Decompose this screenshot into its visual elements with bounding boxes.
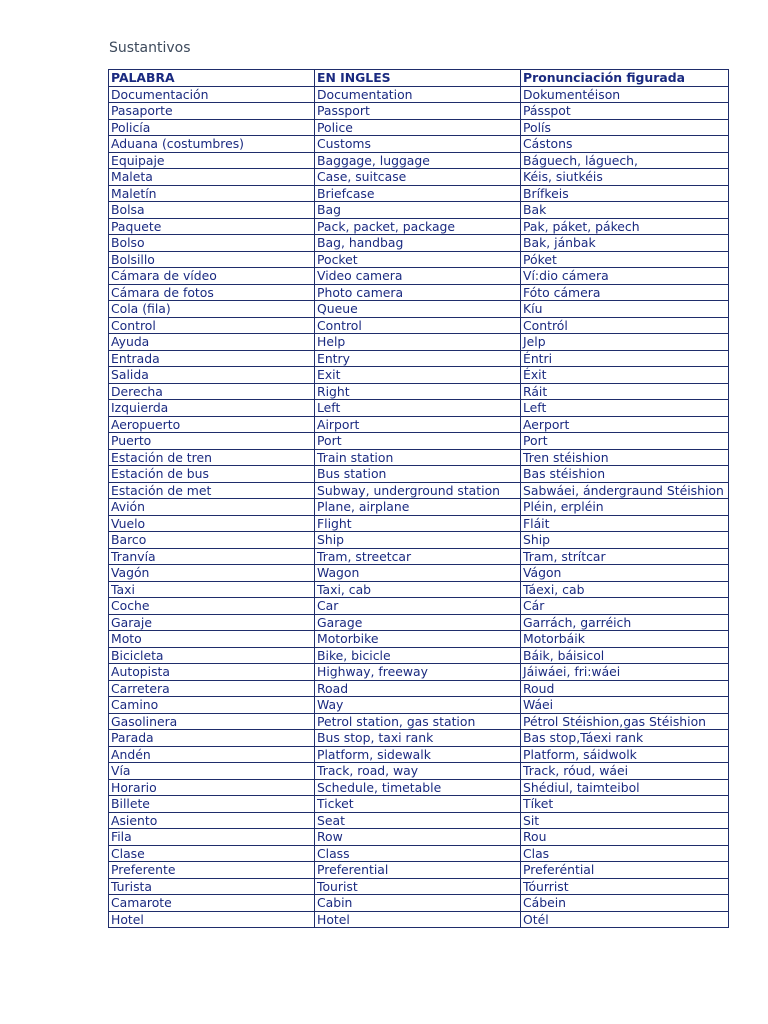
table-row bbox=[109, 499, 729, 516]
cell-palabra: Izquierda bbox=[109, 400, 315, 417]
cell-palabra: Cola (fila) bbox=[109, 301, 315, 318]
cell-pronunciacion: Kíu bbox=[521, 301, 729, 318]
cell-en-ingles: Documentation bbox=[315, 86, 521, 103]
cell-palabra: Aeropuerto bbox=[109, 416, 315, 433]
vocabulary-table bbox=[108, 69, 729, 928]
cell-pronunciacion: Roud bbox=[521, 680, 729, 697]
cell-palabra: Salida bbox=[109, 367, 315, 384]
cell-pronunciacion: Póket bbox=[521, 251, 729, 268]
table-row bbox=[109, 169, 729, 186]
cell-pronunciacion: Clas bbox=[521, 845, 729, 862]
cell-palabra: Maleta bbox=[109, 169, 315, 186]
cell-pronunciacion: Éntri bbox=[521, 350, 729, 367]
cell-pronunciacion: Port bbox=[521, 433, 729, 450]
table-row bbox=[109, 466, 729, 483]
table-row bbox=[109, 911, 729, 928]
cell-pronunciacion: Fláit bbox=[521, 515, 729, 532]
cell-en-ingles: Pocket bbox=[315, 251, 521, 268]
cell-en-ingles: Car bbox=[315, 598, 521, 615]
header-palabra: PALABRA bbox=[109, 70, 315, 87]
cell-en-ingles: Taxi, cab bbox=[315, 581, 521, 598]
cell-pronunciacion: Contról bbox=[521, 317, 729, 334]
table-row bbox=[109, 862, 729, 879]
cell-en-ingles: Cabin bbox=[315, 895, 521, 912]
table-row bbox=[109, 400, 729, 417]
header-en-ingles: EN INGLES bbox=[315, 70, 521, 87]
cell-en-ingles: Baggage, luggage bbox=[315, 152, 521, 169]
table-row bbox=[109, 482, 729, 499]
cell-pronunciacion: Platform, sáidwolk bbox=[521, 746, 729, 763]
cell-en-ingles: Flight bbox=[315, 515, 521, 532]
cell-en-ingles: Help bbox=[315, 334, 521, 351]
cell-pronunciacion: Wáei bbox=[521, 697, 729, 714]
cell-palabra: Policía bbox=[109, 119, 315, 136]
table-row bbox=[109, 218, 729, 235]
cell-en-ingles: Highway, freeway bbox=[315, 664, 521, 681]
cell-pronunciacion: Tóurrist bbox=[521, 878, 729, 895]
cell-palabra: Vía bbox=[109, 763, 315, 780]
cell-pronunciacion: Pásspot bbox=[521, 103, 729, 120]
cell-en-ingles: Class bbox=[315, 845, 521, 862]
cell-en-ingles: Way bbox=[315, 697, 521, 714]
table-row bbox=[109, 565, 729, 582]
table-row bbox=[109, 251, 729, 268]
cell-palabra: Autopista bbox=[109, 664, 315, 681]
cell-pronunciacion: Tren stéishion bbox=[521, 449, 729, 466]
cell-pronunciacion: Brífkeis bbox=[521, 185, 729, 202]
cell-pronunciacion: Kéis, siutkéis bbox=[521, 169, 729, 186]
cell-palabra: Derecha bbox=[109, 383, 315, 400]
cell-pronunciacion: Garrách, garréich bbox=[521, 614, 729, 631]
cell-en-ingles: Right bbox=[315, 383, 521, 400]
cell-palabra: Fila bbox=[109, 829, 315, 846]
cell-pronunciacion: Báguech, láguech, bbox=[521, 152, 729, 169]
table-row bbox=[109, 301, 729, 318]
cell-pronunciacion: Preferéntial bbox=[521, 862, 729, 879]
table-row bbox=[109, 152, 729, 169]
cell-en-ingles: Schedule, timetable bbox=[315, 779, 521, 796]
cell-palabra: Parada bbox=[109, 730, 315, 747]
cell-palabra: Taxi bbox=[109, 581, 315, 598]
cell-palabra: Estación de tren bbox=[109, 449, 315, 466]
cell-palabra: Cámara de vídeo bbox=[109, 268, 315, 285]
table-row bbox=[109, 779, 729, 796]
cell-en-ingles: Seat bbox=[315, 812, 521, 829]
table-row bbox=[109, 845, 729, 862]
cell-pronunciacion: Tram, strítcar bbox=[521, 548, 729, 565]
cell-en-ingles: Port bbox=[315, 433, 521, 450]
table-row bbox=[109, 796, 729, 813]
table-row bbox=[109, 367, 729, 384]
cell-palabra: Andén bbox=[109, 746, 315, 763]
cell-pronunciacion: Pak, páket, pákech bbox=[521, 218, 729, 235]
cell-en-ingles: Bag bbox=[315, 202, 521, 219]
cell-palabra: Vuelo bbox=[109, 515, 315, 532]
cell-palabra: Control bbox=[109, 317, 315, 334]
cell-pronunciacion: Ví:dio cámera bbox=[521, 268, 729, 285]
cell-pronunciacion: Ráit bbox=[521, 383, 729, 400]
cell-palabra: Gasolinera bbox=[109, 713, 315, 730]
cell-en-ingles: Bus stop, taxi rank bbox=[315, 730, 521, 747]
cell-pronunciacion: Fóto cámera bbox=[521, 284, 729, 301]
cell-en-ingles: Preferential bbox=[315, 862, 521, 879]
cell-pronunciacion: Motorbáik bbox=[521, 631, 729, 648]
table-row bbox=[109, 515, 729, 532]
table-row bbox=[109, 350, 729, 367]
table-row bbox=[109, 334, 729, 351]
cell-palabra: Equipaje bbox=[109, 152, 315, 169]
cell-en-ingles: Video camera bbox=[315, 268, 521, 285]
cell-pronunciacion: Pléin, erpléin bbox=[521, 499, 729, 516]
cell-palabra: Estación de met bbox=[109, 482, 315, 499]
cell-palabra: Turista bbox=[109, 878, 315, 895]
cell-pronunciacion: Jelp bbox=[521, 334, 729, 351]
cell-pronunciacion: Polís bbox=[521, 119, 729, 136]
cell-palabra: Garaje bbox=[109, 614, 315, 631]
cell-palabra: Tranvía bbox=[109, 548, 315, 565]
table-row bbox=[109, 598, 729, 615]
cell-en-ingles: Queue bbox=[315, 301, 521, 318]
cell-pronunciacion: Cástons bbox=[521, 136, 729, 153]
table-row bbox=[109, 697, 729, 714]
cell-pronunciacion: Bas stéishion bbox=[521, 466, 729, 483]
table-row bbox=[109, 202, 729, 219]
cell-palabra: Paquete bbox=[109, 218, 315, 235]
table-row bbox=[109, 185, 729, 202]
cell-en-ingles: Left bbox=[315, 400, 521, 417]
cell-pronunciacion: Shédiul, taimteibol bbox=[521, 779, 729, 796]
cell-en-ingles: Pack, packet, package bbox=[315, 218, 521, 235]
table-row bbox=[109, 86, 729, 103]
table-row bbox=[109, 119, 729, 136]
cell-palabra: Carretera bbox=[109, 680, 315, 697]
cell-pronunciacion: Left bbox=[521, 400, 729, 417]
cell-en-ingles: Bag, handbag bbox=[315, 235, 521, 252]
cell-pronunciacion: Báik, báisicol bbox=[521, 647, 729, 664]
cell-palabra: Camarote bbox=[109, 895, 315, 912]
cell-en-ingles: Entry bbox=[315, 350, 521, 367]
cell-pronunciacion: Táexi, cab bbox=[521, 581, 729, 598]
cell-en-ingles: Bus station bbox=[315, 466, 521, 483]
cell-palabra: Hotel bbox=[109, 911, 315, 928]
cell-pronunciacion: Bak, jánbak bbox=[521, 235, 729, 252]
cell-palabra: Vagón bbox=[109, 565, 315, 582]
cell-palabra: Asiento bbox=[109, 812, 315, 829]
cell-en-ingles: Platform, sidewalk bbox=[315, 746, 521, 763]
cell-en-ingles: Track, road, way bbox=[315, 763, 521, 780]
cell-palabra: Coche bbox=[109, 598, 315, 615]
cell-palabra: Camino bbox=[109, 697, 315, 714]
cell-palabra: Barco bbox=[109, 532, 315, 549]
cell-en-ingles: Road bbox=[315, 680, 521, 697]
cell-en-ingles: Row bbox=[315, 829, 521, 846]
table-row bbox=[109, 878, 729, 895]
cell-palabra: Horario bbox=[109, 779, 315, 796]
table-row bbox=[109, 268, 729, 285]
cell-pronunciacion: Sit bbox=[521, 812, 729, 829]
table-row bbox=[109, 647, 729, 664]
cell-en-ingles: Case, suitcase bbox=[315, 169, 521, 186]
cell-pronunciacion: Rou bbox=[521, 829, 729, 846]
cell-palabra: Moto bbox=[109, 631, 315, 648]
document-title: Sustantivos bbox=[109, 40, 191, 56]
cell-en-ingles: Ship bbox=[315, 532, 521, 549]
cell-palabra: Bolsillo bbox=[109, 251, 315, 268]
table-row bbox=[109, 136, 729, 153]
cell-palabra: Aduana (costumbres) bbox=[109, 136, 315, 153]
cell-en-ingles: Ticket bbox=[315, 796, 521, 813]
cell-en-ingles: Tourist bbox=[315, 878, 521, 895]
cell-en-ingles: Control bbox=[315, 317, 521, 334]
cell-pronunciacion: Tíket bbox=[521, 796, 729, 813]
cell-en-ingles: Customs bbox=[315, 136, 521, 153]
cell-pronunciacion: Cábein bbox=[521, 895, 729, 912]
cell-pronunciacion: Dokumentéison bbox=[521, 86, 729, 103]
cell-palabra: Ayuda bbox=[109, 334, 315, 351]
cell-en-ingles: Exit bbox=[315, 367, 521, 384]
table-row bbox=[109, 730, 729, 747]
cell-en-ingles: Garage bbox=[315, 614, 521, 631]
cell-palabra: Bicicleta bbox=[109, 647, 315, 664]
table-row bbox=[109, 548, 729, 565]
cell-en-ingles: Petrol station, gas station bbox=[315, 713, 521, 730]
table-row bbox=[109, 284, 729, 301]
cell-en-ingles: Passport bbox=[315, 103, 521, 120]
table-row bbox=[109, 614, 729, 631]
cell-pronunciacion: Cár bbox=[521, 598, 729, 615]
cell-en-ingles: Police bbox=[315, 119, 521, 136]
cell-en-ingles: Plane, airplane bbox=[315, 499, 521, 516]
cell-en-ingles: Tram, streetcar bbox=[315, 548, 521, 565]
cell-palabra: Bolso bbox=[109, 235, 315, 252]
cell-pronunciacion: Ship bbox=[521, 532, 729, 549]
table-row bbox=[109, 631, 729, 648]
cell-pronunciacion: Éxit bbox=[521, 367, 729, 384]
cell-pronunciacion: Bak bbox=[521, 202, 729, 219]
header-pronunciacion: Pronunciación figurada bbox=[521, 70, 729, 87]
cell-palabra: Puerto bbox=[109, 433, 315, 450]
cell-palabra: Documentación bbox=[109, 86, 315, 103]
cell-palabra: Billete bbox=[109, 796, 315, 813]
table-row bbox=[109, 812, 729, 829]
cell-pronunciacion: Aerport bbox=[521, 416, 729, 433]
table-row bbox=[109, 416, 729, 433]
table-body bbox=[109, 86, 729, 928]
table-row bbox=[109, 449, 729, 466]
table-row bbox=[109, 763, 729, 780]
cell-en-ingles: Hotel bbox=[315, 911, 521, 928]
cell-en-ingles: Airport bbox=[315, 416, 521, 433]
cell-pronunciacion: Vágon bbox=[521, 565, 729, 582]
cell-en-ingles: Subway, underground station bbox=[315, 482, 521, 499]
table-row bbox=[109, 103, 729, 120]
cell-en-ingles: Photo camera bbox=[315, 284, 521, 301]
table-row bbox=[109, 680, 729, 697]
cell-palabra: Estación de bus bbox=[109, 466, 315, 483]
table-row bbox=[109, 713, 729, 730]
cell-palabra: Entrada bbox=[109, 350, 315, 367]
cell-pronunciacion: Sabwáei, ándergraund Stéishion bbox=[521, 482, 729, 499]
cell-palabra: Maletín bbox=[109, 185, 315, 202]
cell-en-ingles: Bike, bicicle bbox=[315, 647, 521, 664]
cell-en-ingles: Briefcase bbox=[315, 185, 521, 202]
cell-en-ingles: Wagon bbox=[315, 565, 521, 582]
table-row bbox=[109, 895, 729, 912]
cell-palabra: Cámara de fotos bbox=[109, 284, 315, 301]
cell-pronunciacion: Bas stop,Táexi rank bbox=[521, 730, 729, 747]
table-row bbox=[109, 433, 729, 450]
cell-palabra: Preferente bbox=[109, 862, 315, 879]
table-row bbox=[109, 829, 729, 846]
cell-en-ingles: Motorbike bbox=[315, 631, 521, 648]
cell-palabra: Bolsa bbox=[109, 202, 315, 219]
cell-pronunciacion: Jáiwáei, fri:wáei bbox=[521, 664, 729, 681]
table-row bbox=[109, 664, 729, 681]
table-row bbox=[109, 532, 729, 549]
table-row bbox=[109, 317, 729, 334]
cell-pronunciacion: Otél bbox=[521, 911, 729, 928]
table-row bbox=[109, 383, 729, 400]
table-row bbox=[109, 746, 729, 763]
table-row bbox=[109, 235, 729, 252]
table-header-row bbox=[109, 70, 729, 87]
cell-palabra: Clase bbox=[109, 845, 315, 862]
cell-palabra: Pasaporte bbox=[109, 103, 315, 120]
cell-en-ingles: Train station bbox=[315, 449, 521, 466]
cell-pronunciacion: Pétrol Stéishion,gas Stéishion bbox=[521, 713, 729, 730]
table-row bbox=[109, 581, 729, 598]
cell-pronunciacion: Track, róud, wáei bbox=[521, 763, 729, 780]
cell-palabra: Avión bbox=[109, 499, 315, 516]
